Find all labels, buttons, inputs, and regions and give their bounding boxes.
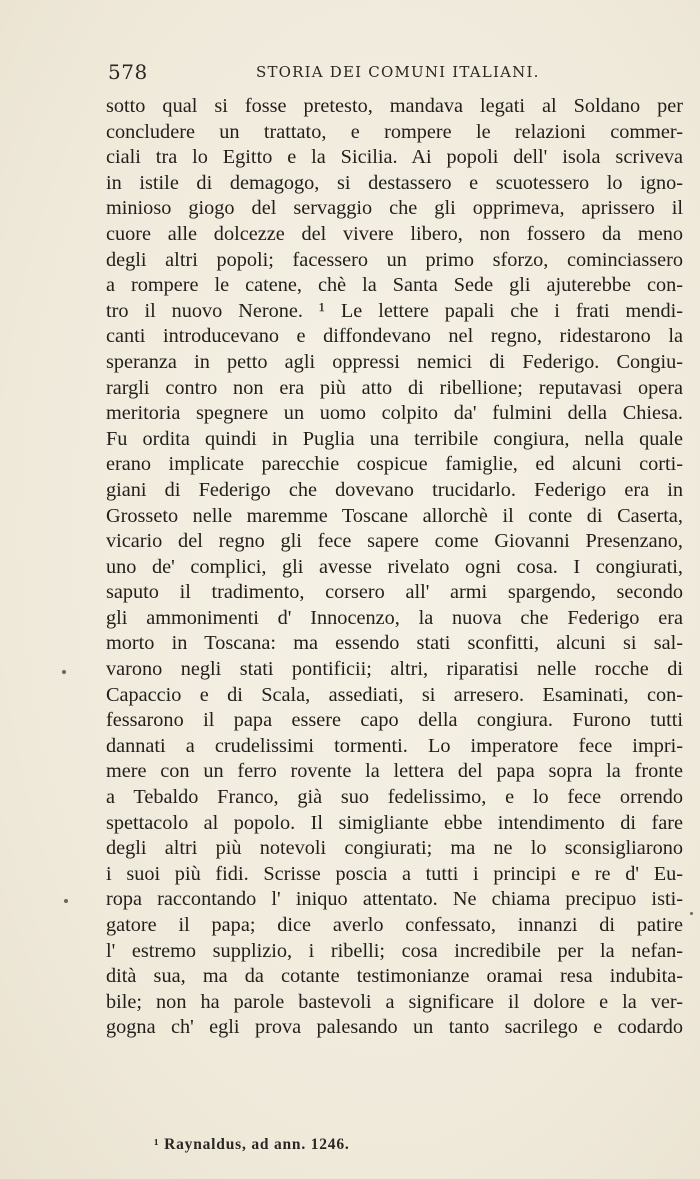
margin-speck xyxy=(64,899,68,903)
text-line: mere con un ferro rovente la lettera del papa sopra la fronte xyxy=(106,760,683,783)
text-line: ciali tra lo Egitto e la Sicilia. Ai popoli dell' isola scriveva xyxy=(106,146,683,169)
text-line: sotto qual si fosse pretesto, mandava legati al Soldano per xyxy=(106,95,683,117)
text-line: spettacolo al popolo. Il simigliante ebbe intendimento di fare xyxy=(106,811,683,834)
text-line: varono negli stati pontificii; altri, riparatisi nelle rocche di xyxy=(106,658,683,681)
text-line: morto in Toscana: ma essendo stati sconfitti, alcuni si sal- xyxy=(106,632,683,655)
page-header xyxy=(108,60,682,86)
text-line: cuore alle dolcezze del vivere libero, non fossero da meno xyxy=(106,222,683,245)
text-line: Grosseto nelle maremme Toscane allorchè il conte di Caserta, xyxy=(106,504,683,527)
text-line: ropa raccontando l' iniquo attentato. Ne chiama precipuo isti- xyxy=(106,888,683,911)
text-line: speranza in petto agli oppressi nemici di Federigo. Congiu- xyxy=(106,350,683,373)
text-line: dannati a crudelissimi tormenti. Lo imperatore fece impri- xyxy=(106,734,683,757)
text-line: a rompere le catene, chè la Santa Sede gli ajuterebbe con- xyxy=(106,274,683,297)
text-line: giani di Federigo che dovevano trucidarlo. Federigo era in xyxy=(106,478,683,501)
text-line: a Tebaldo Franco, già suo fedelissimo, e lo fece orrendo xyxy=(106,786,683,809)
text-line: uno de' complici, gli avesse rivelato ogni cosa. I congiurati, xyxy=(106,555,683,578)
text-line: gli ammonimenti d' Innocenzo, la nuova che Federigo era xyxy=(106,606,683,629)
text-line: fessarono il papa essere capo della congiura. Furono tutti xyxy=(106,709,683,732)
text-line: i suoi più fidi. Scrisse poscia a tutti i principi e re d' Eu- xyxy=(106,862,683,885)
footnote: ¹ Raynaldus, ad ann. 1246. xyxy=(154,1136,350,1153)
text-line: concludere un trattato, e rompere le relazioni commer- xyxy=(106,120,683,143)
text-line: gatore il papa; dice averlo confessato, innanzi di patire xyxy=(106,914,683,936)
text-line: Fu ordita quindi in Puglia una terribile congiura, nella quale xyxy=(106,427,683,450)
text-line: tro il nuovo Nerone. ¹ Le lettere papali che i frati mendi- xyxy=(106,299,683,322)
text-line: rargli contro non era più atto di ribellione; reputavasi opera xyxy=(106,376,683,399)
text-line: vicario del regno gli fece sapere come Giovanni Presenzano, xyxy=(106,530,683,553)
body-text xyxy=(106,94,683,1041)
page-number: 578 xyxy=(108,60,148,84)
text-line: Capaccio e di Scala, assediati, si arresero. Esaminati, con- xyxy=(106,683,683,706)
text-line: erano implicate parecchie cospicue famiglie, ed alcuni corti- xyxy=(106,453,683,476)
text-line: l' estremo supplizio, i ribelli; cosa incredibile per la nefan- xyxy=(106,939,683,962)
text-line: in istile di demagogo, si destassero e scuotessero lo igno- xyxy=(106,171,683,194)
text-line: degli altri più notevoli congiurati; ma ne lo sconsigliarono xyxy=(106,837,683,860)
text-line: bile; non ha parole bastevoli a significare il dolore e la ver- xyxy=(106,990,683,1013)
running-title: STORIA DEI COMUNI ITALIANI. xyxy=(256,63,540,81)
margin-speck xyxy=(690,912,693,915)
text-line: meritoria spegnere un uomo colpito da' fulmini della Chiesa. xyxy=(106,402,683,425)
text-line: gogna ch' egli prova palesando un tanto sacrilego e codardo xyxy=(106,1016,683,1039)
text-line: saputo il tradimento, corsero all' armi spargendo, secondo xyxy=(106,581,683,604)
text-line: minioso giogo del servaggio che gli opprimeva, aprissero il xyxy=(106,197,683,220)
text-line: degli altri popoli; facessero un primo sforzo, cominciassero xyxy=(106,248,683,271)
text-line: dità sua, ma da cotante testimonianze oramai resa indubita- xyxy=(106,965,683,988)
text-line: canti introducevano e diffondevano nel regno, ridestarono la xyxy=(106,325,683,348)
margin-speck xyxy=(62,670,66,674)
